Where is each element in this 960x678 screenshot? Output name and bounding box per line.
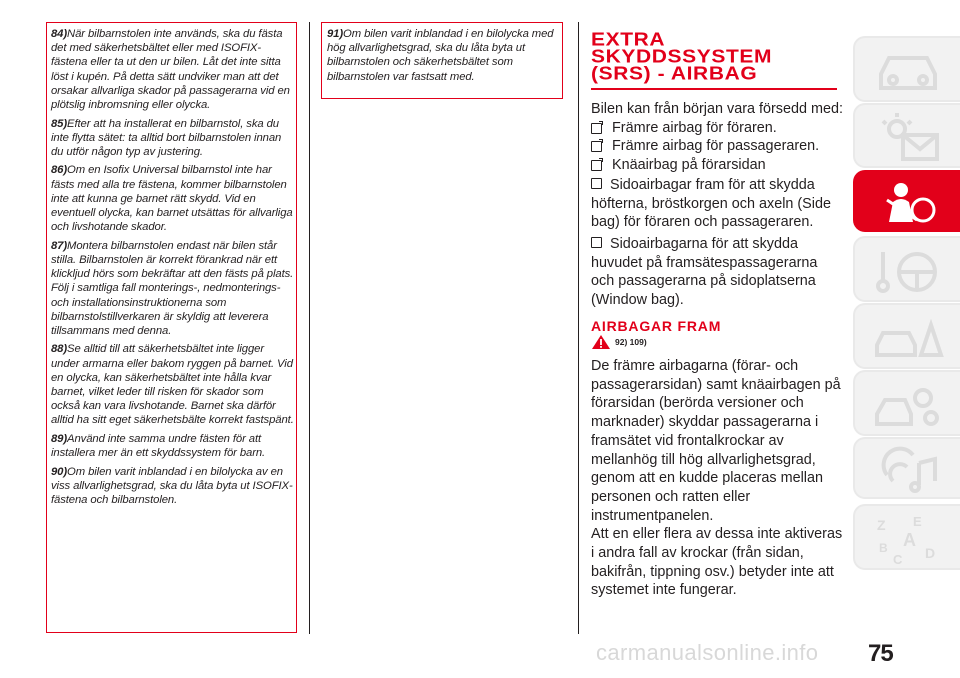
tab-multimedia[interactable] [853, 437, 960, 499]
watermark: carmanualsonline.info [596, 640, 819, 665]
tab-maintenance[interactable] [853, 370, 960, 436]
note-91: 91)Om bilen varit inblandad i en bilolycka med hög allvarlighetsgrad, ska du låta byta ut bilbarnstolen och säkerhetsbältet som bilbarnstolen var fastsatt med. [327, 28, 554, 83]
page-number: 75 [868, 640, 893, 667]
tab-dashboard[interactable] [853, 36, 960, 102]
note-89: 89)Använd inte samma undre fästen för att installera mer än ett skyddssystem för barn. [51, 432, 266, 460]
maintenance-gears-icon [873, 378, 945, 432]
multimedia-icon [873, 445, 945, 499]
svg-text:C: C [893, 552, 903, 566]
svg-text:Z: Z [877, 517, 886, 533]
bullet-icon [591, 160, 602, 171]
paragraph: De främre airbagarna (förar- och passagerarsidan) samt knäairbagen på förarsidan (berörda versioner och marknader) skyddar passagerarna i framsätet vid frontalkrockar av mellanhög till hög allvarlighetsgrad, genom att en kudde placeras mellan personen och ratten eller instrumentpanelen. [591, 358, 841, 524]
car-dashboard-icon [873, 44, 945, 98]
paragraph: Att en eller flera av dessa inte aktiveras i andra fall av krockar (från sidan, bakifrån, tippning osv.) betyder inte att systemet inte fungerar. [591, 526, 843, 599]
warning-lights-icon [873, 111, 945, 165]
tab-starting[interactable] [853, 236, 960, 302]
section-title: EXTRA SKYDDSSYSTEM (SRS) - AIRBAG [591, 29, 773, 85]
note-84: 84)När bilbarnstolen inte används, ska du fästa det med säkerhetsbältet eller med ISOFIX-fästena eller ta ut den ur bilen. Låt det inte sitta löst i kupén. På detta sätt undviker man att det orsakar allvarliga skador på passagerarna vid en plötslig inbromsning eller olycka. [51, 28, 290, 112]
list-item: Sidoairbagarna för att skydda huvudet på framsätespassagerarna och passagerarna på sidoplatserna (Window bag). [591, 235, 818, 309]
note-90: 90)Om bilen varit inblandad i en bilolycka av en viss allvarlighetsgrad, ska du låta byta ut ISOFIX-fästena och bilbarnstolen. [51, 465, 293, 507]
intro-text: Bilen kan från början vara försedd med: [591, 101, 843, 117]
warning-reference: 92) 109) [591, 334, 647, 350]
title-underline [591, 88, 837, 90]
bullet-icon [591, 237, 602, 248]
note-88: 88)Se alltid till att säkerhetsbältet inte ligger under armarna eller bakom ryggen på barnet. Vid en olycka, kan säkerhetsbältet inte hålla kvar barnet, vilket leder till risken för skador som också kan vara livshotande. Barnet ska därför alltid ha sitt eget säkerhetsbälte korrekt fastspänt. [51, 343, 294, 427]
subsection-title: AIRBAGAR FRAM [591, 318, 722, 334]
list-item: Sidoairbagar fram för att skydda höfterna, bröstkorgen och axeln (Side bag) för föraren och passageraren. [591, 176, 831, 231]
column-divider [578, 22, 579, 634]
tab-safety[interactable] [853, 170, 960, 232]
warning-triangle-icon [591, 334, 611, 350]
list-item: Främre airbag för passageraren. [591, 137, 843, 156]
tab-warning-lights[interactable] [853, 103, 960, 168]
safety-notes-middle [327, 27, 561, 88]
section-body [591, 100, 843, 310]
alphabetical-index-icon [873, 512, 945, 566]
note-85: 85)Efter att ha installerat en bilbarnstol, ska du inte flytta sätet: ta alltid bort bilbarnstolen innan du utför någon typ av justering. [51, 117, 282, 158]
note-86: 86)Om en Isofix Universal bilbarnstol inte har fästs med alla tre fästena, kommer bilbarnstolen inte att kunna ge barnet rätt skydd. Vid en eventuell olycka, kan barnet utsättas för allvarliga och livshotande skador. [51, 164, 293, 234]
car-emergency-icon [873, 311, 945, 365]
key-steering-wheel-icon [873, 244, 945, 298]
svg-text:A: A [903, 530, 916, 550]
column-divider [309, 22, 310, 634]
bullet-icon [591, 123, 602, 134]
safety-notes-left [51, 27, 295, 512]
svg-text:B: B [879, 541, 888, 555]
seatbelt-airbag-icon [871, 176, 943, 230]
note-87: 87)Montera bilbarnstolen endast när bilen står stilla. Bilbarnstolen är korrekt förankrad när ett klickljud hörs som bekräftar att den fästs på plats. Följ i samtliga fall monterings-, nedmonterings- och installationsinstruktionerna som bilbarnstolstillverkaren är skyldig att leverera tillsammans med denna. [51, 239, 294, 337]
bullet-icon [591, 141, 602, 152]
svg-text:E: E [913, 514, 922, 529]
list-item: Knäairbag på förarsidan [591, 156, 843, 175]
svg-text:D: D [925, 545, 936, 561]
bullet-icon [591, 178, 602, 189]
tab-emergency[interactable] [853, 303, 960, 369]
tab-index[interactable] [853, 504, 960, 570]
list-item: Främre airbag för föraren. [591, 119, 843, 138]
subsection-body [591, 357, 843, 600]
